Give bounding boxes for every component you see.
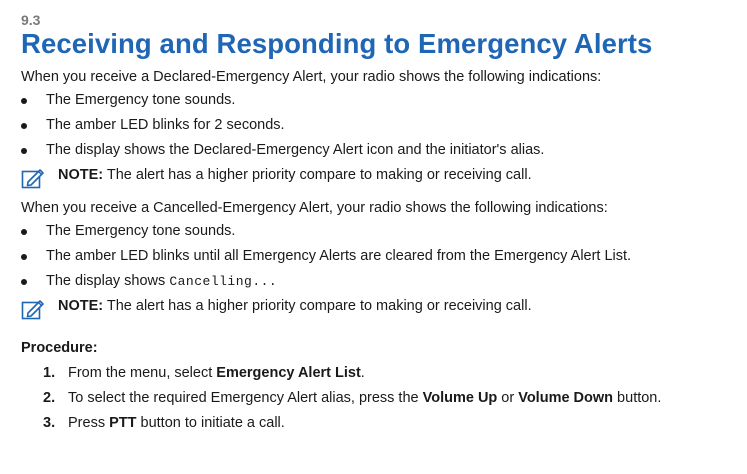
procedure-heading: Procedure: — [21, 340, 98, 356]
note-text: The alert has a higher priority compare to making or receiving call. — [103, 298, 532, 314]
cancelled-intro: When you receive a Cancelled-Emergency Alert, your radio shows the following indications: — [21, 200, 608, 216]
document-page — [21, 10, 741, 439]
procedure-step: 3. Press PTT button to initiate a call. — [43, 415, 285, 431]
procedure-step: 1. From the menu, select Emergency Alert List. — [43, 365, 365, 381]
bullet-icon — [21, 279, 27, 285]
note-label: NOTE: — [58, 167, 104, 183]
section-title: Receiving and Responding to Emergency Alerts — [21, 28, 653, 59]
procedure-steps — [21, 364, 741, 433]
declared-intro: When you receive a Declared-Emergency Alert, your radio shows the following indications: — [21, 69, 602, 85]
bullet-icon — [21, 98, 27, 104]
note-text: The alert has a higher priority compare to making or receiving call. — [103, 167, 532, 183]
list-item: The amber LED blinks until all Emergency Alerts are cleared from the Emergency Alert List. — [21, 247, 741, 266]
bullet-icon — [21, 229, 27, 235]
list-item: The display shows the Declared-Emergency Alert icon and the initiator's alias. — [21, 141, 741, 160]
procedure-step: 2. To select the required Emergency Alert alias, press the Volume Up or Volume Down button. — [43, 390, 662, 406]
list-item: The Emergency tone sounds. — [21, 222, 741, 241]
bullet-icon — [21, 254, 27, 260]
note-declared — [21, 166, 741, 188]
list-item: The display shows Cancelling... — [21, 272, 741, 291]
bullet-icon — [21, 148, 27, 154]
cancelled-indications-list — [21, 222, 741, 291]
list-item: The amber LED blinks for 2 seconds. — [21, 116, 741, 135]
note-pencil-icon — [21, 298, 49, 320]
note-cancelled — [21, 297, 741, 319]
display-value: Cancelling... — [169, 274, 278, 289]
declared-indications-list — [21, 91, 741, 160]
list-item: The Emergency tone sounds. — [21, 91, 741, 110]
note-pencil-icon — [21, 167, 49, 189]
bullet-icon — [21, 123, 27, 129]
section-number: 9.3 — [21, 12, 41, 28]
note-label: NOTE: — [58, 298, 104, 314]
